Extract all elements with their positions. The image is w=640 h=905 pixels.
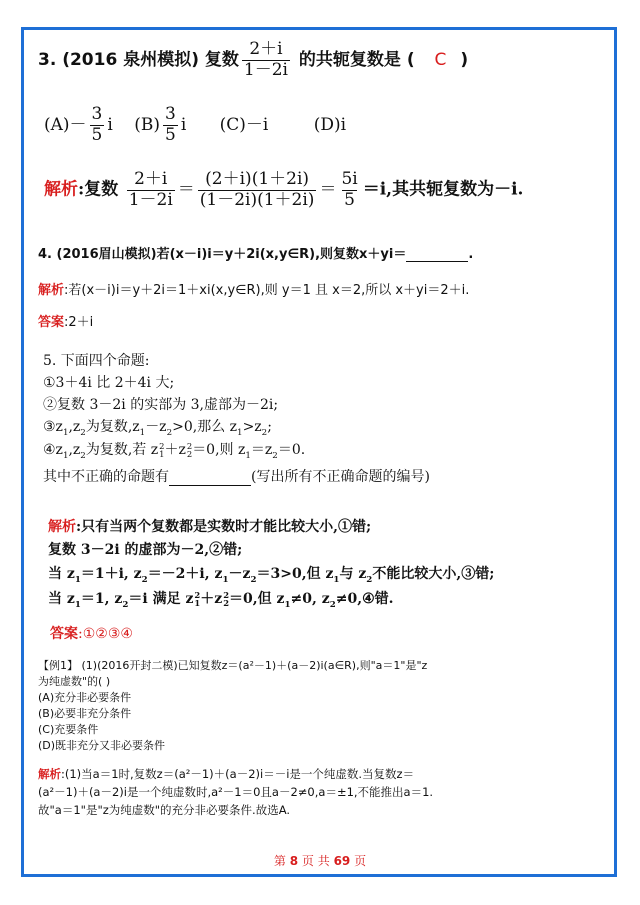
q4-solution: 解析:若(x－i)i＝y＋2i＝1＋xi(x,y∈R),则 y＝1 且 x＝2,所以 x＋yi＝2＋i. <box>38 283 470 298</box>
solution-label: 解析 <box>38 283 65 298</box>
ex1-option-a: (A)充分非必要条件 <box>38 691 132 704</box>
q3-solution: 解析:复数 $\frac{2+i}{1-2i}$ ＝ $\frac{(2+i)(1+2i)}{(1-2i)(1+2i)}$ ＝ $\frac{5i}{5}$ ＝i,其共轭复数为－i. <box>44 169 524 210</box>
q5-solution-1: 解析:只有当两个复数都是实数时才能比较大小,①错; <box>48 519 372 535</box>
page-footer: 第 8 页 共 69 页 <box>273 854 367 868</box>
q3-option-c: (C)－i <box>219 114 269 135</box>
q4-stem: 4. (2016眉山模拟)若(x－i)i＝y＋2i(x,y∈R),则复数x＋yi＝ . <box>38 247 474 262</box>
q3-option-d: (D)i <box>313 114 347 135</box>
q5-question: 其中不正确的命题有 (写出所有不正确命题的编号) <box>43 469 430 485</box>
ex1-solution-3: 故"a＝1"是"z为纯虚数"的充分非必要条件.故选A. <box>38 803 291 817</box>
q5-answer: 答案:①②③④ <box>50 626 133 642</box>
total-pages: 69 <box>333 854 351 868</box>
q5-proposition-2: ②复数 3－2i 的实部为 3,虚部为－2i; <box>43 397 279 413</box>
current-page: 8 <box>289 854 299 868</box>
q3-stem: 3. (2016 泉州模拟) 复数 $\frac{2+i}{1-2i}$ 的共轭复数是 ( C ) <box>38 39 469 80</box>
q3-option-a: (A)－ $\frac{3}{5}$ i <box>44 104 113 145</box>
q5-title: 5. 下面四个命题: <box>43 353 150 369</box>
q5-solution-4: 当 $z_1=1$, $z_2=i$ 满足 z 2 1 ＋z 2 2 ＝0,但 $z_1\ne 0$, $z_2\ne 0,④$错. <box>48 589 394 610</box>
q5-proposition-4: $④z_1,z_2$为复数,若 z 2 1 ＋z 2 2 ＝0,则 $z_1=z_2=0$. <box>43 440 306 461</box>
answer-label: 答案 <box>38 315 65 330</box>
solution-label: 解析 <box>38 767 61 781</box>
q3-options <box>44 105 346 145</box>
q3-stem-fraction: $\frac{2+i}{1-2i}$ <box>243 39 288 80</box>
ex1-solution-2: (a²－1)＋(a－2)i是一个纯虚数时,a²－1＝0且a－2≠0,a＝±1,不能推出a＝1. <box>38 785 434 799</box>
q5-solution-2: 复数 3－2i 的虚部为－2,②错; <box>48 542 243 558</box>
answer-label: 答案 <box>50 626 78 642</box>
ex1-stem-2: 为纯虚数"的( ) <box>38 675 111 688</box>
solution-label: 解析 <box>44 179 78 200</box>
ex1-stem-1: 【例1】 (1)(2016开封二模)已知复数z＝(a²－1)＋(a－2)i(a∈R),则"a＝1"是"z <box>38 659 428 672</box>
q3-answer-mark: C <box>434 50 447 71</box>
ex1-option-d: (D)既非充分又非必要条件 <box>38 739 166 752</box>
q3-option-b: (B) $\frac{3}{5}$ i <box>134 104 187 145</box>
q5-proposition-1: ①3＋4i 比 2＋4i 大; <box>43 375 175 391</box>
q5-proposition-3: $③z_1,z_2$为复数$,z_1-z_2>0$,那么 $z_1>z_2$; <box>43 419 272 438</box>
ex1-option-b: (B)必要非充分条件 <box>38 707 132 720</box>
q4-answer: 答案:2＋i <box>38 315 94 330</box>
q5-solution-3: 当 $z_1=1+i$, $z_2=-2+i$, $z_1-z_2=3>0$,但 $z_1$与 $z_2$不能比较大小,③错; <box>48 566 495 585</box>
ex1-solution-1: 解析:(1)当a＝1时,复数z＝(a²－1)＋(a－2)i＝－i是一个纯虚数.当复数z＝ <box>38 767 415 781</box>
solution-label: 解析 <box>48 519 76 535</box>
ex1-option-c: (C)充要条件 <box>38 723 99 736</box>
